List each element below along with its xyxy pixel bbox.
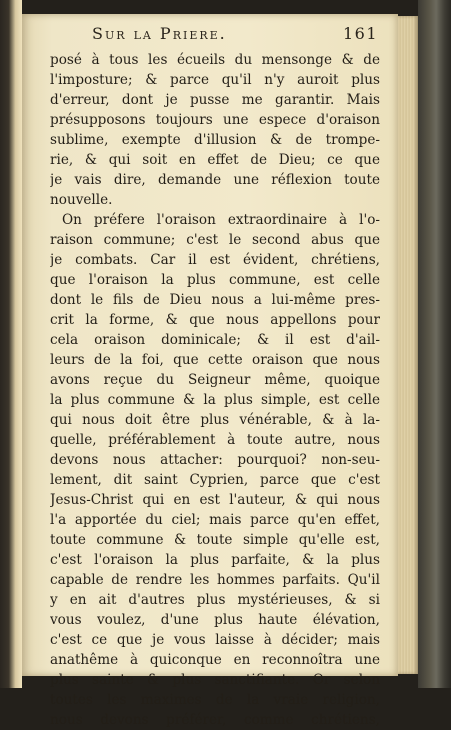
text-line: d'erreur, dont je pusse me garantir. Mais [50,92,380,108]
text-line: raison commune; c'est le second abus que [50,232,380,248]
text-line: y en ait d'autres plus mystérieuses, & si [50,592,380,608]
text-line: toute commune & toute simple qu'elle est, [50,532,380,548]
text-line: présupposons toujours une espece d'oraison [50,112,380,128]
text-line: nouvelle. [50,192,113,208]
text-line: que l'oraison la plus commune, est celle [50,272,380,288]
text-line: c'est l'oraison la plus parfaite, & la plus [50,552,380,568]
page-number: 161 [342,24,378,43]
text-line: lement, dit saint Cyprien, parce que c'est [50,472,380,488]
body-text [50,50,380,730]
text-line: crit la forme, & que nous appellons pour [50,312,380,328]
text-line: avons reçue du Seigneur même, quoique [50,372,380,388]
text-line: Jesus-Christ qui en est l'auteur, & qui nous [50,492,380,508]
text-line: On préfere l'oraison extraordinaire à l'o- [62,212,380,228]
text-line: dont le fils de Dieu nous a lui-même pres- [50,292,380,308]
text-line: leurs de la foi, que cette oraison que nous [50,352,380,368]
text-line: c'est ce que je vous laisse à décider; mais [50,632,380,648]
text-line: l'imposture; & parce qu'il n'y auroit plus [50,72,380,88]
page-block-edges [398,16,418,674]
book-cover [418,0,451,688]
paragraph-2 [50,210,380,730]
text-line: anathême à quiconque en reconnoîtra une [50,652,380,668]
text-line: sublime, exempte d'illusion & de trompe- [50,132,380,148]
text-line: plus sainte & plus sanctifiante. Or selon [50,672,380,688]
text-line: l'a apportée du ciel; mais parce qu'en effet, [50,512,380,528]
text-line: nous devons préférer, comme chrétiens, [50,712,380,728]
left-page-edge [0,0,22,688]
text-line: vous voulez, d'une plus haute élévation, [50,612,380,628]
running-head [62,24,378,48]
text-line: je vais dire, demande une réflexion toute [50,172,380,188]
text-line: rie, & qui soit en effet de Dieu; ce que [50,152,380,168]
text-line: devons nous attacher: pourquoi? non-seu- [50,452,380,468]
text-line: capable de rendre les hommes parfaits. Qu'il [50,572,380,588]
running-head-title: Sur la Priere. [92,24,227,43]
text-line: posé à tous les écueils du mensonge & de [50,52,380,68]
text-line: la plus commune & la plus simple, est celle [50,392,380,408]
text-line: je combats. Car il est évident, chrétiens, [50,252,380,268]
text-line: cela oraison dominicale; & il est d'ail- [50,332,380,348]
text-line: quelle, préférablement à toute autre, nous [50,432,380,448]
paragraph-1 [50,50,380,210]
text-line: toutes les maximes de la vraie religion, [50,692,380,708]
text-line: qui nous doit être plus vénérable, & à la- [50,412,380,428]
